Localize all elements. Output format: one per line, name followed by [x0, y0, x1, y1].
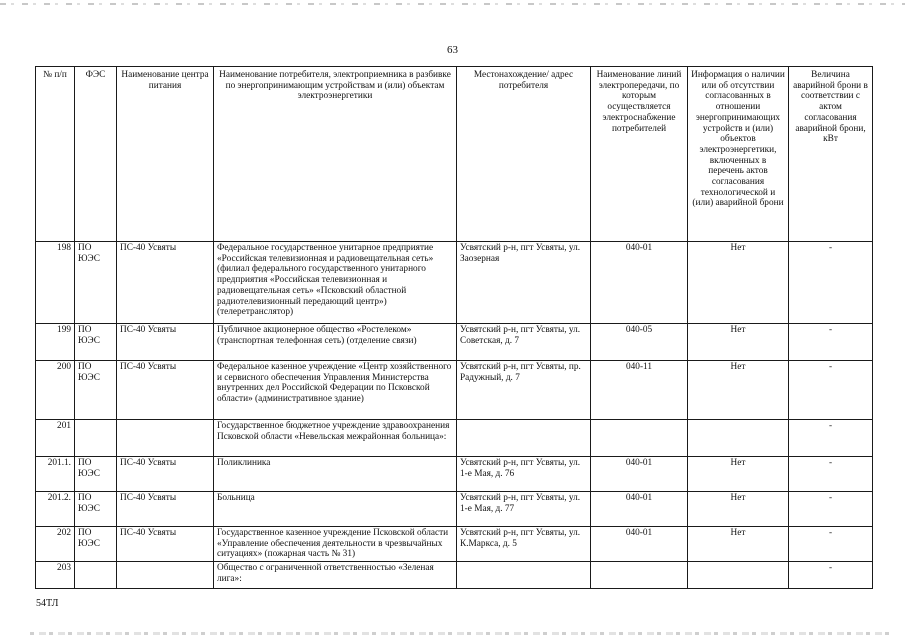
cell-center — [117, 420, 214, 457]
cell-consumer: Федеральное казенное учреждение «Центр хозяйственного и сервисного обеспечения Управления Министерства внутренних дел Российской Федерации по Псковской области» (административное здание) — [214, 361, 457, 420]
cell-num: 202 — [36, 527, 75, 562]
cell-line: 040-01 — [591, 492, 688, 527]
cell-fes — [75, 420, 117, 457]
cell-line: 040-11 — [591, 361, 688, 420]
col-header-info: Информация о наличии или об отсутствии согласованных в отношении энергопринимающих устройств и (или) объектов электроэнергетики, включенных в перечень актов согласования технологической и (или) аварийной брони — [688, 67, 789, 242]
cell-consumer: Публичное акционерное общество «Ростелеком» (транспортная телефонная сеть) (отделение связи) — [214, 324, 457, 361]
cell-location: Усвятский р-н, пгт Усвяты, ул. К.Маркса, д. 5 — [457, 527, 591, 562]
table-header — [36, 67, 873, 242]
scan-artifact-bottom — [30, 632, 890, 635]
col-header-center: Наименование центра питания — [117, 67, 214, 242]
cell-fes: ПО ЮЭС — [75, 492, 117, 527]
cell-reserve: - — [789, 562, 873, 589]
cell-reserve: - — [789, 457, 873, 492]
cell-fes: ПО ЮЭС — [75, 527, 117, 562]
cell-info: Нет — [688, 324, 789, 361]
cell-location: Усвятский р-н, пгт Усвяты, ул. Заозерная — [457, 242, 591, 324]
cell-reserve: - — [789, 324, 873, 361]
cell-line: 040-01 — [591, 527, 688, 562]
col-header-consumer: Наименование потребителя, электроприемника в разбивке по энергопринимающим устройствам и (или) объектам электроэнергетики — [214, 67, 457, 242]
cell-info: Нет — [688, 457, 789, 492]
table-row — [36, 361, 873, 420]
cell-center: ПС-40 Усвяты — [117, 492, 214, 527]
consumer-table — [35, 66, 873, 589]
table-row — [36, 242, 873, 324]
footer-code: 54ТЛ — [36, 598, 59, 609]
cell-info — [688, 420, 789, 457]
cell-reserve: - — [789, 361, 873, 420]
cell-info: Нет — [688, 492, 789, 527]
cell-reserve: - — [789, 242, 873, 324]
cell-info: Нет — [688, 242, 789, 324]
col-header-location: Местонахождение/ адрес потребителя — [457, 67, 591, 242]
table-row — [36, 562, 873, 589]
cell-fes: ПО ЮЭС — [75, 242, 117, 324]
scan-artifact-top — [0, 3, 905, 5]
cell-consumer: Федеральное государственное унитарное предприятие «Российская телевизионная и радиовещательная сеть» (филиал федерального государственного унитарного предприятия «Российская телевизионная и радиовещательная сеть» «Псковский областной радиотелевизионный передающий центр») (телеретранслятор) — [214, 242, 457, 324]
cell-line — [591, 562, 688, 589]
cell-location: Усвятский р-н, пгт Усвяты, ул. 1-е Мая, д. 77 — [457, 492, 591, 527]
cell-center: ПС-40 Усвяты — [117, 361, 214, 420]
page-number: 63 — [447, 44, 458, 56]
cell-line: 040-01 — [591, 457, 688, 492]
cell-reserve: - — [789, 527, 873, 562]
table-row — [36, 457, 873, 492]
table-row — [36, 420, 873, 457]
table-body — [36, 242, 873, 589]
cell-reserve: - — [789, 420, 873, 457]
cell-num: 201 — [36, 420, 75, 457]
cell-reserve: - — [789, 492, 873, 527]
cell-center: ПС-40 Усвяты — [117, 527, 214, 562]
cell-center: ПС-40 Усвяты — [117, 242, 214, 324]
cell-line: 040-05 — [591, 324, 688, 361]
cell-num: 199 — [36, 324, 75, 361]
cell-num: 200 — [36, 361, 75, 420]
cell-info: Нет — [688, 527, 789, 562]
col-header-num: № п/п — [36, 67, 75, 242]
col-header-line: Наименование линий электропередачи, по которым осуществляется электроснабжение потребителей — [591, 67, 688, 242]
cell-num: 203 — [36, 562, 75, 589]
cell-fes: ПО ЮЭС — [75, 457, 117, 492]
cell-num: 201.1. — [36, 457, 75, 492]
cell-location: Усвятский р-н, пгт Усвяты, пр. Радужный, д. 7 — [457, 361, 591, 420]
table-row — [36, 324, 873, 361]
table-row — [36, 527, 873, 562]
cell-line: 040-01 — [591, 242, 688, 324]
cell-consumer: Общество с ограниченной ответственностью «Зеленая лига»: — [214, 562, 457, 589]
cell-consumer: Государственное бюджетное учреждение здравоохранения Псковской области «Невельская межрайонная больница»: — [214, 420, 457, 457]
cell-center — [117, 562, 214, 589]
cell-num: 201.2. — [36, 492, 75, 527]
cell-center: ПС-40 Усвяты — [117, 324, 214, 361]
cell-consumer: Больница — [214, 492, 457, 527]
col-header-reserve: Величина аварийной брони в соответствии с актом согласования аварийной брони, кВт — [789, 67, 873, 242]
cell-location: Усвятский р-н, пгт Усвяты, ул. 1-е Мая, д. 76 — [457, 457, 591, 492]
cell-location — [457, 562, 591, 589]
cell-consumer: Поликлиника — [214, 457, 457, 492]
col-header-fes: ФЭС — [75, 67, 117, 242]
cell-location: Усвятский р-н, пгт Усвяты, ул. Советская, д. 7 — [457, 324, 591, 361]
cell-line — [591, 420, 688, 457]
cell-info: Нет — [688, 361, 789, 420]
cell-location — [457, 420, 591, 457]
cell-fes: ПО ЮЭС — [75, 361, 117, 420]
cell-center: ПС-40 Усвяты — [117, 457, 214, 492]
cell-num: 198 — [36, 242, 75, 324]
cell-consumer: Государственное казенное учреждение Псковской области «Управление обеспечения деятельности в чрезвычайных ситуациях» (пожарная часть № 31) — [214, 527, 457, 562]
table-row — [36, 492, 873, 527]
cell-fes — [75, 562, 117, 589]
cell-fes: ПО ЮЭС — [75, 324, 117, 361]
cell-info — [688, 562, 789, 589]
